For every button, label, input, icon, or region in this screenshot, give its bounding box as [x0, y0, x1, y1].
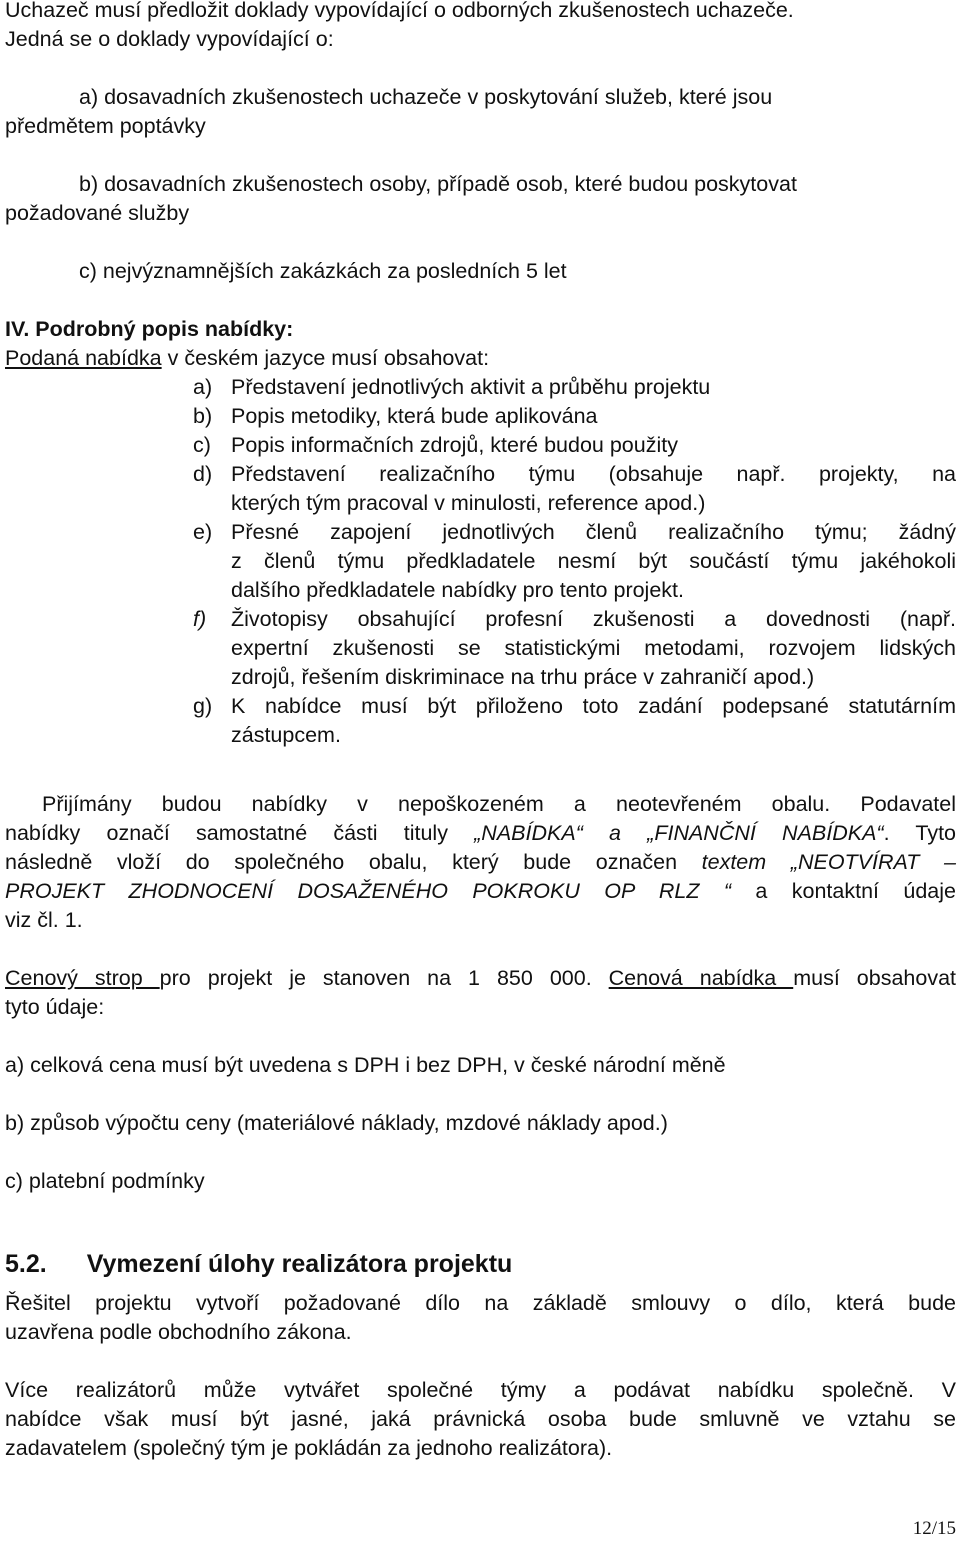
list-item-text: Životopisy obsahující profesní zkušenosti a dovednosti (např. — [231, 607, 956, 631]
text-run: pro projekt je stanoven na 1 850 000. — [159, 966, 609, 990]
price-item-b: b) způsob výpočtu ceny (materiálové náklady, mzdové náklady apod.) — [5, 1111, 668, 1135]
intro-item-b-cont: požadované služby — [5, 201, 190, 225]
section-heading — [5, 1250, 956, 1279]
list-item-text: Popis metodiky, která bude aplikována — [231, 404, 598, 428]
italic-title: textem „NEOTVÍRAT – — [701, 850, 956, 874]
paragraph-line — [5, 819, 956, 848]
paragraph-line: tyto údaje: — [5, 995, 105, 1019]
list-marker: g) — [193, 694, 213, 718]
section-number: 5.2. — [5, 1250, 47, 1278]
intro-item-a: a) dosavadních zkušenostech uchazeče v poskytování služeb, které jsou — [79, 85, 773, 109]
text-run: a kontaktní údaje — [731, 879, 956, 903]
intro-item-b: b) dosavadních zkušenostech osoby, případě osob, které budou poskytovat — [79, 172, 797, 196]
list-item-text: K nabídce musí být přiloženo toto zadání podepsané statutárním — [231, 694, 956, 718]
text-run: následně vloží do společného obalu, který bude označen — [5, 850, 702, 874]
paragraph-line — [5, 848, 956, 877]
list-item-text: zástupcem. — [231, 723, 341, 747]
list-marker: e) — [193, 520, 213, 544]
paragraph-line: viz čl. 1. — [5, 908, 83, 932]
list-marker: f) — [193, 607, 207, 631]
section-title: Vymezení úlohy realizátora projektu — [86, 1250, 513, 1278]
list-marker: d) — [193, 462, 213, 486]
list-item-text: kterých tým pracoval v minulosti, reference apod.) — [231, 491, 706, 515]
paragraph-line — [5, 964, 956, 993]
paragraph-line — [5, 877, 956, 906]
italic-title: „NABÍDKA“ a „FINANČNÍ NABÍDKA“ — [474, 821, 884, 845]
intro-line: Uchazeč musí předložit doklady vypovídající o odborných zkušenostech uchazeče. — [5, 0, 794, 22]
page-number: 12/15 — [912, 1518, 956, 1539]
section-lead — [5, 344, 956, 373]
underlined-term: Podaná nabídka — [5, 346, 162, 370]
paragraph-line: zadavatelem (společný tým je pokládán za jednoho realizátora). — [5, 1436, 613, 1460]
list-item-text: Představení jednotlivých aktivit a průběhu projektu — [231, 375, 711, 399]
text-run: . Tyto — [883, 821, 957, 845]
paragraph-line: Řešitel projektu vytvoří požadované dílo na základě smlouvy o dílo, která bude — [5, 1291, 956, 1315]
paragraph-line: Více realizátorů může vytvářet společné týmy a podávat nabídku společně. V — [5, 1378, 956, 1402]
text-run: nabídky označí samostatné části tituly — [5, 821, 475, 845]
list-item-text: Přesné zapojení jednotlivých členů realizačního týmu; žádný — [231, 520, 956, 544]
lead-text: v českém jazyce musí obsahovat: — [161, 346, 490, 370]
intro-line: Jedná se o doklady vypovídající o: — [5, 27, 334, 51]
list-item-text: Představení realizačního týmu (obsahuje např. projekty, na — [231, 462, 956, 486]
underlined-term: Cenová nabídka — [608, 966, 794, 990]
price-item-c: c) platební podmínky — [5, 1169, 205, 1193]
list-item-text: expertní zkušenosti se statistickými metodami, rozvojem lidských — [231, 636, 956, 660]
list-item-text: dalšího předkladatele nabídky pro tento projekt. — [231, 578, 684, 602]
italic-title: PROJEKT ZHODNOCENÍ DOSAŽENÉHO POKROKU OP RLZ “ — [5, 879, 732, 903]
paragraph-line: nabídce však musí být jasné, jaká právnická osoba bude smluvně ve vztahu se — [5, 1407, 956, 1431]
underlined-term: Cenový strop — [5, 966, 160, 990]
list-marker: c) — [193, 433, 211, 457]
intro-item-c: c) nejvýznamnějších zakázkách za posledních 5 let — [79, 259, 567, 283]
list-marker: a) — [193, 375, 213, 399]
intro-item-a-cont: předmětem poptávky — [5, 114, 206, 138]
price-item-a: a) celková cena musí být uvedena s DPH i bez DPH, v české národní měně — [5, 1053, 726, 1077]
paragraph-line: Přijímány budou nabídky v nepoškozeném a neotevřeném obalu. Podavatel — [42, 792, 956, 816]
text-run: musí obsahovat — [793, 966, 957, 990]
list-item-text: Popis informačních zdrojů, které budou použity — [231, 433, 678, 457]
list-marker: b) — [193, 404, 213, 428]
paragraph-line: uzavřena podle obchodního zákona. — [5, 1320, 352, 1344]
list-item-text: zdrojů, řešením diskriminace na trhu práce v zahraničí apod.) — [231, 665, 815, 689]
list-item-text: z členů týmu předkladatele nesmí být součástí týmu jakéhokoli — [231, 549, 956, 573]
section-heading: IV. Podrobný popis nabídky: — [5, 317, 294, 341]
